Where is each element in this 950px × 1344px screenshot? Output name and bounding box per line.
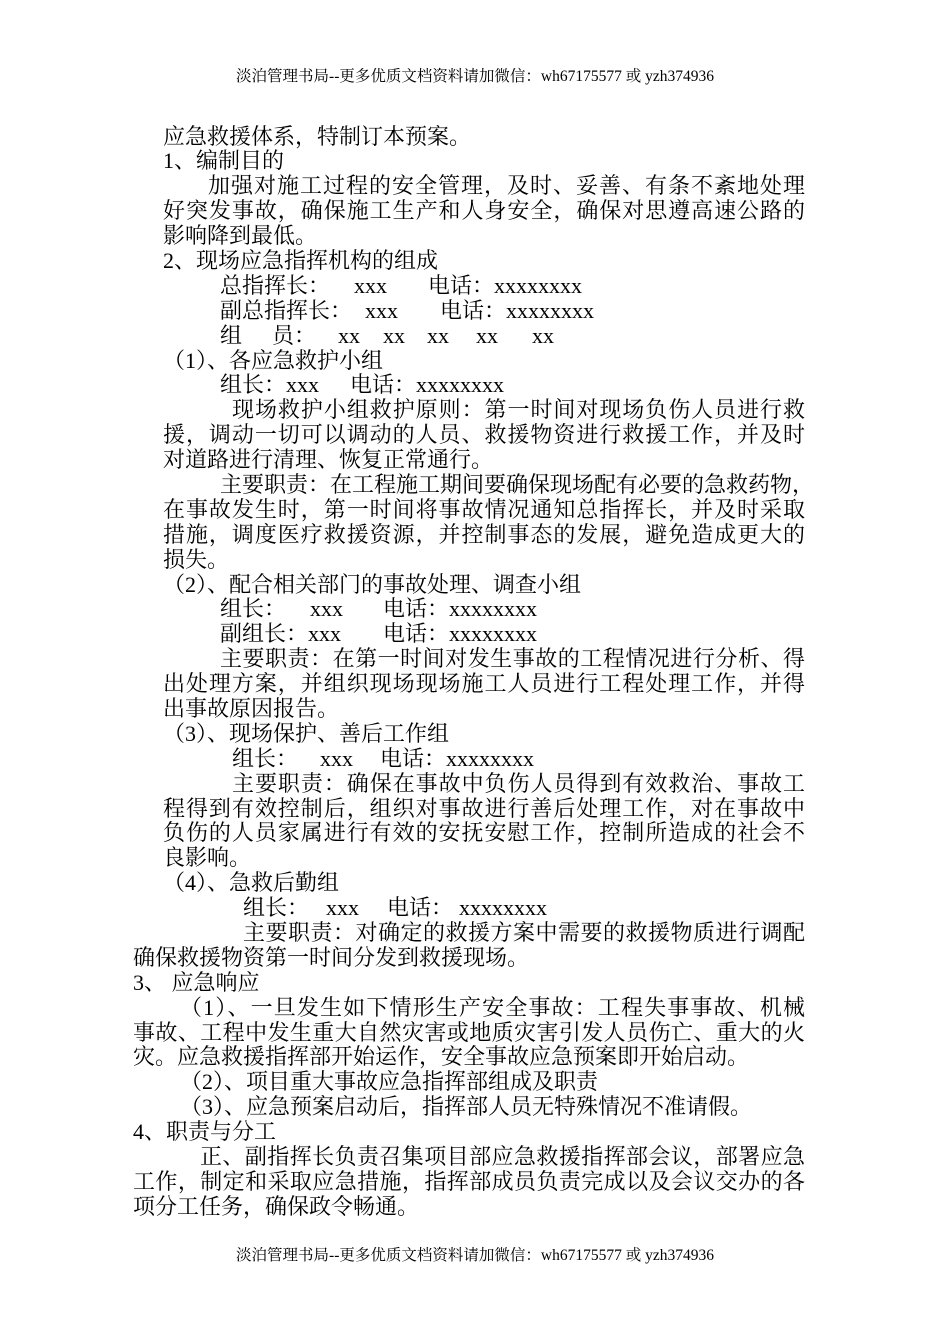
paragraph-line: 主要职责：对确定的救援方案中需要的救援物质进行调配 bbox=[243, 920, 805, 945]
member-name: xx bbox=[532, 322, 554, 348]
group-heading: （1）、各应急救护小组 bbox=[163, 347, 384, 373]
commander-name: xxx bbox=[354, 272, 387, 298]
group-leader-name: xxx bbox=[310, 596, 343, 622]
group-heading: （3）、现场保护、善后工作组 bbox=[163, 720, 450, 746]
paragraph-line: 正、副指挥长负责召集项目部应急救援指挥部会议，部署应急 bbox=[200, 1144, 805, 1170]
commander-label: 总指挥长： bbox=[220, 272, 331, 298]
members-label-second: 员： bbox=[272, 322, 317, 348]
deputy-commander-name: xxx bbox=[365, 297, 398, 323]
member-name: xx bbox=[338, 322, 360, 348]
paragraph-line: 良影响。 bbox=[163, 845, 252, 871]
paragraph-line: 援，调动一切可以调动的人员、救援物资进行救援工作，并及时 bbox=[163, 422, 805, 448]
section-heading: 1、编制目的 bbox=[163, 148, 285, 174]
paragraph-line: 对道路进行清理、恢复正常通行。 bbox=[163, 447, 494, 473]
paragraph-line: （3）、应急预案启动后，指挥部人员无特殊情况不准请假。 bbox=[180, 1094, 753, 1120]
paragraph-line: 出事故原因报告。 bbox=[163, 695, 340, 721]
paragraph-line: （2）、项目重大事故应急指挥部组成及职责 bbox=[180, 1069, 599, 1095]
paragraph-line: 在事故发生时，第一时间将事故情况通知总指挥长，并及时采取 bbox=[163, 496, 805, 522]
paragraph-line: 工作，制定和采取应急措施，指挥部成员负责完成以及会议交办的各 bbox=[133, 1168, 805, 1194]
section-heading: 2、现场应急指挥机构的组成 bbox=[163, 247, 439, 273]
paragraph-line: 损失。 bbox=[163, 546, 230, 572]
section-heading: 4、职责与分工 bbox=[133, 1119, 277, 1145]
group-deputy-leader-phone: 电话：xxxxxxxx bbox=[383, 621, 538, 647]
paragraph-line: 主要职责：在第一时间对发生事故的工程情况进行分析、得 bbox=[220, 646, 805, 672]
paragraph-line: 灾。应急救援指挥部开始运作，安全事故应急预案即开始启动。 bbox=[133, 1044, 750, 1070]
group-leader-name: xxx bbox=[320, 745, 353, 771]
group-leader-label: 组长： bbox=[232, 745, 299, 771]
group-leader-phone: 电话：xxxxxxxx bbox=[350, 372, 505, 398]
group-leader-phone: 电话：xxxxxxxx bbox=[383, 596, 538, 622]
section-heading: 3、 应急响应 bbox=[133, 969, 260, 995]
paragraph-line: 主要职责：在工程施工期间要确保现场配有必要的急救药物， bbox=[220, 471, 815, 497]
deputy-commander-line bbox=[0, 299, 950, 324]
group-leader-line bbox=[0, 747, 950, 772]
group-leader-phone: 电话：xxxxxxxx bbox=[380, 745, 535, 771]
group-heading: （4）、急救后勤组 bbox=[163, 870, 340, 896]
paragraph-line: 出处理方案，并组织现场现场施工人员进行工程处理工作，并得 bbox=[163, 671, 805, 697]
group-deputy-leader-line bbox=[0, 622, 950, 647]
group-leader-phone-label: 电话： bbox=[387, 895, 454, 921]
group-heading: （2）、配合相关部门的事故处理、调查小组 bbox=[163, 571, 582, 597]
member-name: xx bbox=[427, 322, 449, 348]
group-leader-label: 组长： bbox=[243, 895, 310, 921]
members-label-first: 组 bbox=[220, 322, 243, 348]
paragraph-line: 程得到有效控制后，组织对事故进行善后处理工作，对在事故中 bbox=[163, 795, 805, 821]
deputy-commander-phone: 电话：xxxxxxxx bbox=[440, 297, 595, 323]
paragraph-line: 现场救护小组救护原则：第一时间对现场负伤人员进行救 bbox=[232, 397, 805, 423]
paragraph-line: 影响降到最低。 bbox=[163, 223, 318, 249]
paragraph-line: 加强对施工过程的安全管理，及时、妥善、有条不紊地处理 bbox=[208, 173, 805, 199]
member-name: xx bbox=[476, 322, 498, 348]
commander-phone: 电话：xxxxxxxx bbox=[428, 272, 583, 298]
group-leader-name: xxx bbox=[326, 895, 359, 921]
paragraph-line: 负伤的人员家属进行有效的安抚安慰工作，控制所造成的社会不 bbox=[163, 820, 805, 846]
paragraph-line: 项分工任务，确保政令畅通。 bbox=[133, 1193, 420, 1219]
paragraph-line: 措施，调度医疗救援资源，并控制事态的发展，避免造成更大的 bbox=[163, 521, 805, 547]
group-deputy-leader-label-name: 副组长：xxx bbox=[220, 621, 342, 647]
page-footer: 淡泊管理书局--更多优质文档资料请加微信：wh67175577 或 yzh374936 bbox=[236, 1247, 714, 1264]
group-leader-phone: xxxxxxxx bbox=[459, 895, 547, 921]
page-header: 淡泊管理书局--更多优质文档资料请加微信：wh67175577 或 yzh374936 bbox=[236, 68, 714, 85]
members-line bbox=[0, 324, 950, 349]
paragraph-line: 确保救援物资第一时间分发到救援现场。 bbox=[133, 944, 530, 970]
group-leader-label-name: 组长：xxx bbox=[220, 372, 320, 398]
group-leader-line bbox=[0, 373, 950, 398]
commander-line bbox=[0, 274, 950, 299]
paragraph-line: （1）、一旦发生如下情形生产安全事故：工程失事事故、机械 bbox=[180, 994, 805, 1020]
document-body bbox=[0, 125, 950, 1220]
intro-tail-line: 应急救援体系，特制订本预案。 bbox=[163, 123, 472, 149]
member-name: xx bbox=[383, 322, 405, 348]
paragraph-line: 主要职责：确保在事故中负伤人员得到有效救治、事故工 bbox=[232, 770, 805, 796]
paragraph-line: 好突发事故，确保施工生产和人身安全，确保对思遵高速公路的 bbox=[163, 198, 805, 224]
group-leader-label: 组长： bbox=[220, 596, 287, 622]
group-leader-line bbox=[0, 597, 950, 622]
deputy-commander-label: 副总指挥长： bbox=[220, 297, 353, 323]
group-leader-line bbox=[0, 896, 950, 921]
paragraph-line: 事故、工程中发生重大自然灾害或地质灾害引发人员伤亡、重大的火 bbox=[133, 1019, 805, 1045]
